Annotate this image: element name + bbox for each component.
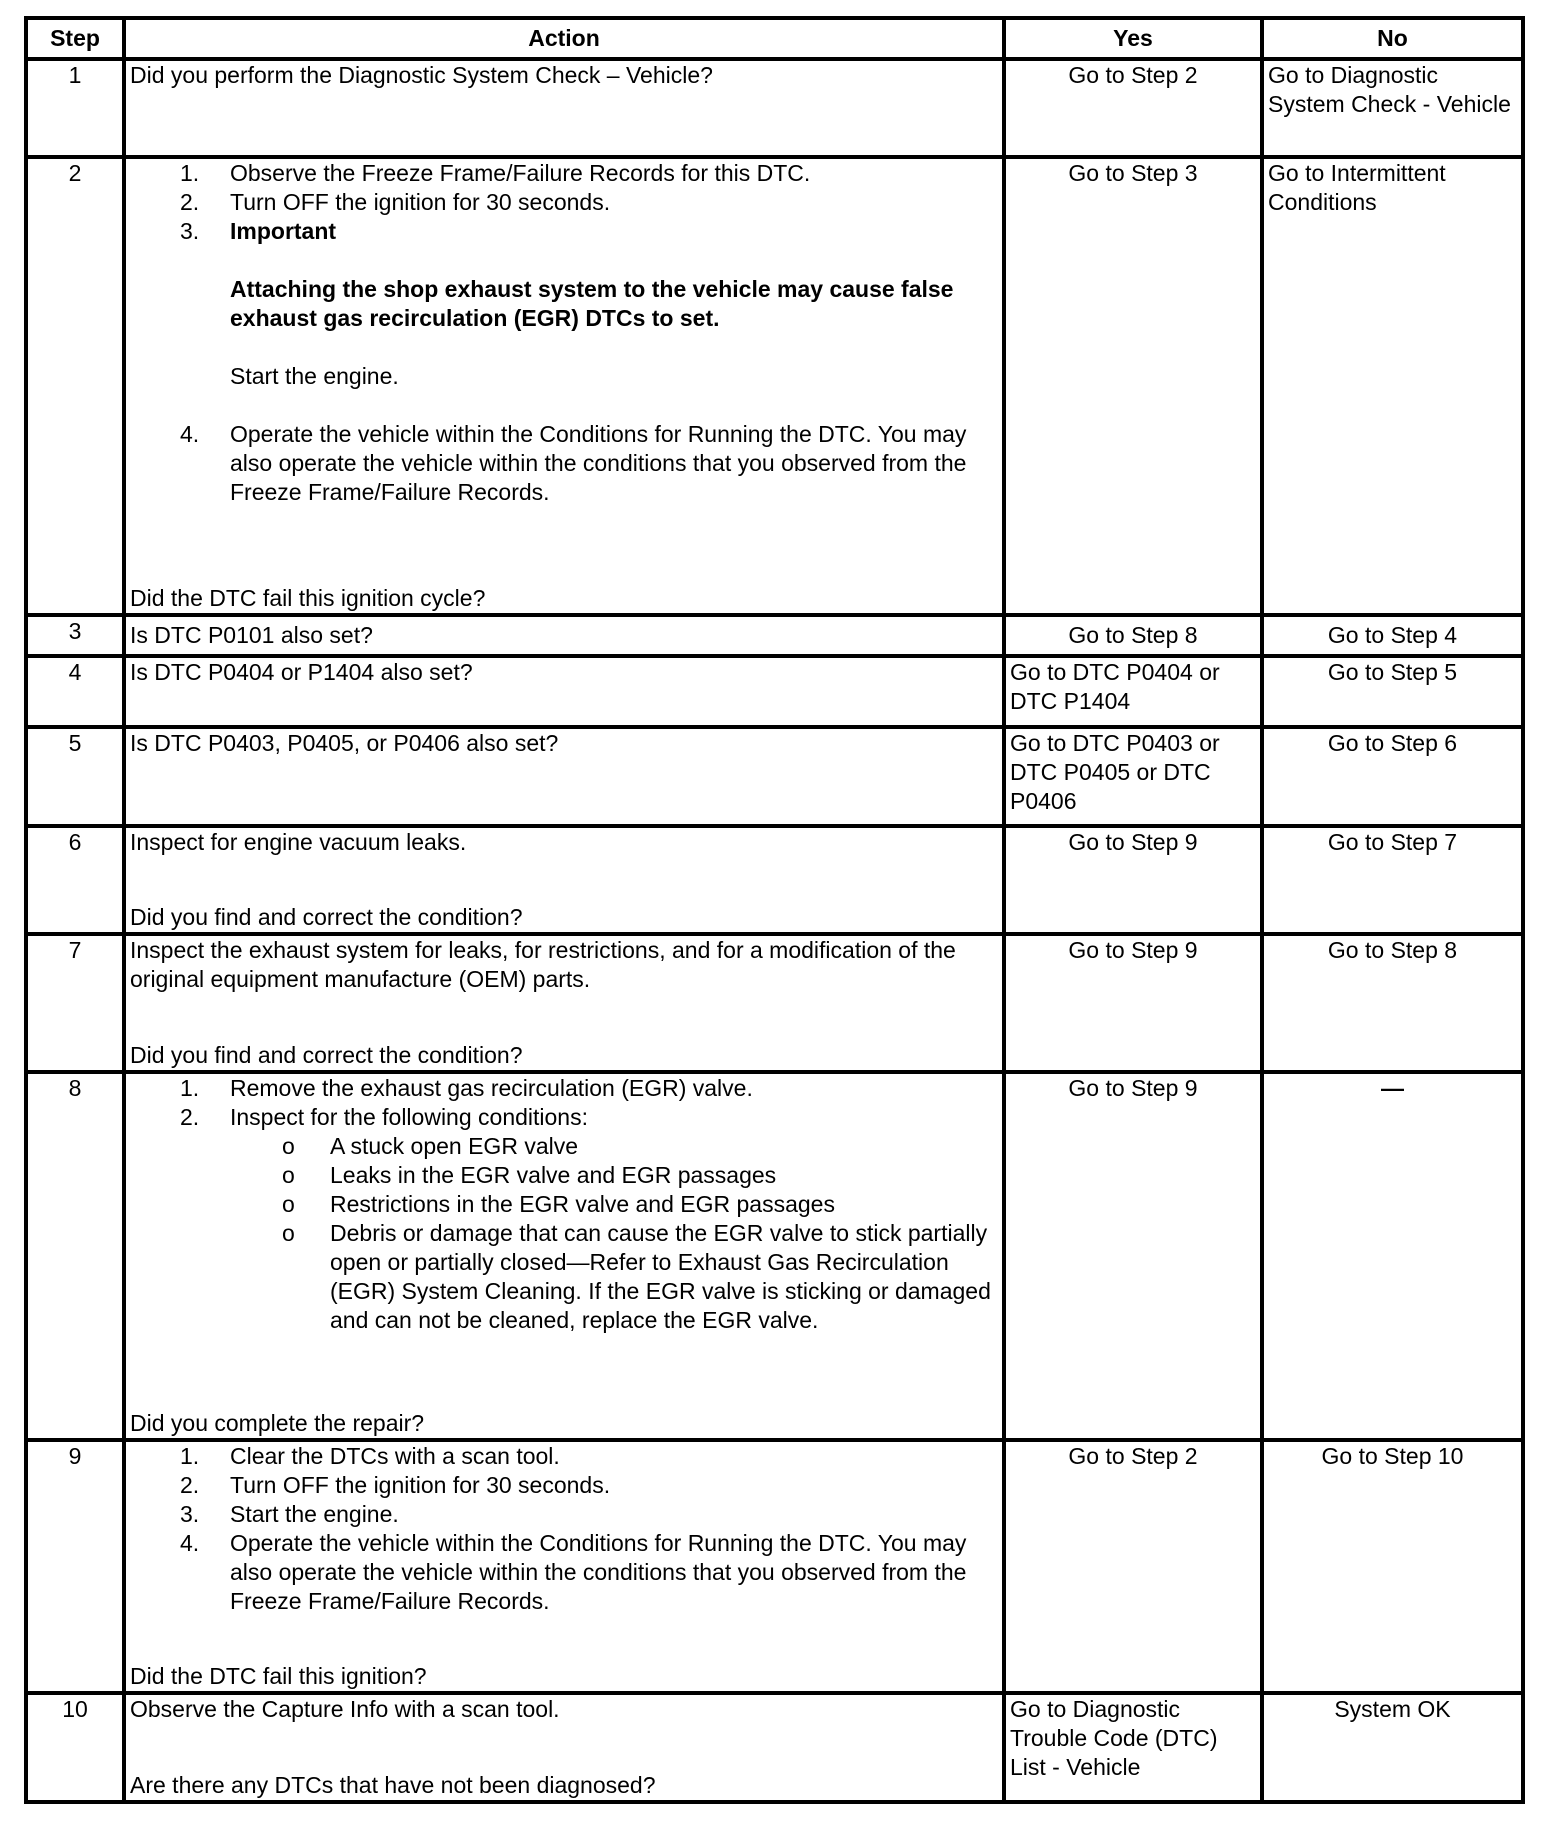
action-question: Are there any DTCs that have not been diagnosed? [130, 1772, 656, 1798]
action-cell [124, 934, 1004, 1071]
step-number: 3 [26, 615, 124, 656]
step-number: 6 [26, 826, 124, 934]
bullet-item: o A stuck open EGR valve [330, 1132, 998, 1161]
list-item: 4. Operate the vehicle within the Conditions for Running the DTC. You may also operate the vehicle within the conditions that you observed from the Freeze Frame/Failure Records. [180, 1530, 967, 1615]
important-note: Attaching the shop exhaust system to the vehicle may cause false exhaust gas recirculation (EGR) DTCs to set. [230, 276, 954, 332]
step-number: 4 [26, 656, 124, 727]
list-item: 2. Turn OFF the ignition for 30 seconds. [180, 1472, 611, 1499]
table-row [26, 934, 1523, 1071]
no-cell: Go to Step 5 [1262, 656, 1523, 727]
table-row [26, 826, 1523, 934]
step-number: 2 [26, 157, 124, 615]
header-row [26, 18, 1523, 59]
step-number: 8 [26, 1072, 124, 1441]
no-cell: Go to Step 8 [1262, 934, 1523, 1071]
action-question: Did you find and correct the condition? [130, 1041, 523, 1068]
table-row [26, 59, 1523, 157]
header-action: Action [124, 18, 1004, 59]
bullet-item: o Debris or damage that can cause the EGR valve to stick partially open or partially closed—Refer to Exhaust Gas Recirculation (EGR) System Cleaning. If the EGR valve is sticking or damaged and can not be cleaned, replace the EGR valve. [330, 1219, 998, 1335]
no-cell: Go to Step 10 [1262, 1440, 1523, 1693]
table-row [26, 727, 1523, 826]
action-cell [124, 59, 1004, 157]
no-cell: Go to Diagnostic System Check - Vehicle [1262, 59, 1523, 157]
yes-cell: Go to Step 2 [1004, 1440, 1262, 1693]
header-yes: Yes [1004, 18, 1262, 59]
action-question: Did you perform the Diagnostic System Check – Vehicle? [130, 62, 713, 89]
bullet-item: o Restrictions in the EGR valve and EGR passages [330, 1190, 998, 1219]
important-title: Important [230, 218, 337, 245]
yes-cell: Go to Step 9 [1004, 1072, 1262, 1441]
action-question: Did you find and correct the condition? [130, 904, 523, 931]
step-number: 10 [26, 1693, 124, 1802]
step-number: 7 [26, 934, 124, 1071]
yes-cell: Go to Step 9 [1004, 934, 1262, 1071]
action-text: Inspect the exhaust system for leaks, for restrictions, and for a modification of the original equipment manufacture (OEM) parts. [130, 937, 956, 993]
no-cell: — [1262, 1072, 1523, 1441]
procedure-list [130, 1442, 998, 1616]
list-item: 1. Observe the Freeze Frame/Failure Records for this DTC. [180, 160, 811, 187]
step-number: 1 [26, 59, 124, 157]
action-cell [124, 615, 1004, 656]
list-item: 2. Inspect for the following conditions: o A stuck open EGR valve o Leaks in the EGR valve and EGR passages o Restrictions in the EGR valve and EGR passages o Debris or damage that can cause the EGR valve to stick partially open or partially closed—Refer to Exhaust Gas Recirculation (EGR) System Cleaning. If the EGR valve is sticking or damaged and can not be cleaned, replace the EGR valve. [230, 1103, 998, 1335]
action-question: Did the DTC fail this ignition cycle? [130, 585, 486, 611]
list-item: 1. Clear the DTCs with a scan tool. [180, 1443, 560, 1470]
list-item: 2. Turn OFF the ignition for 30 seconds. [180, 189, 611, 216]
important-after: Start the engine. [230, 363, 399, 390]
action-question: Did the DTC fail this ignition? [130, 1662, 427, 1689]
step-number: 5 [26, 727, 124, 826]
table-row [26, 157, 1523, 615]
yes-cell: Go to Diagnostic Trouble Code (DTC) List - Vehicle [1004, 1693, 1262, 1802]
list-item: 1. Remove the exhaust gas recirculation (EGR) valve. [180, 1074, 753, 1101]
diagnostic-table [24, 16, 1525, 1804]
list-item: 3. Important Attaching the shop exhaust system to the vehicle may cause false exhaust gas recirculation (EGR) DTCs to set. Start the engine. [230, 217, 998, 420]
action-cell [124, 1072, 1004, 1441]
table-row [26, 1072, 1523, 1441]
header-step: Step [26, 18, 124, 59]
table-row [26, 656, 1523, 727]
no-cell: Go to Step 6 [1262, 727, 1523, 826]
list-item: 4. Operate the vehicle within the Conditions for Running the DTC. You may also operate the vehicle within the conditions that you observed from the Freeze Frame/Failure Records. [180, 421, 967, 506]
no-cell: Go to Step 7 [1262, 826, 1523, 934]
action-question: Is DTC P0404 or P1404 also set? [130, 659, 473, 686]
action-text: Inspect for engine vacuum leaks. [130, 829, 467, 856]
yes-cell: Go to Step 3 [1004, 157, 1262, 615]
action-cell [124, 826, 1004, 934]
yes-cell: Go to Step 9 [1004, 826, 1262, 934]
table-row [26, 1440, 1523, 1693]
yes-cell: Go to DTC P0403 or DTC P0405 or DTC P0406 [1004, 727, 1262, 826]
procedure-list [130, 159, 998, 507]
yes-cell: Go to Step 2 [1004, 59, 1262, 157]
action-text: Observe the Capture Info with a scan tool. [130, 1695, 560, 1722]
action-question: Is DTC P0101 also set? [130, 622, 373, 649]
condition-list [230, 1132, 998, 1335]
action-cell [124, 1693, 1004, 1802]
action-question: Is DTC P0403, P0405, or P0406 also set? [130, 730, 559, 757]
list-item: 3. Start the engine. [180, 1501, 399, 1528]
table-row [26, 615, 1523, 656]
step-number: 9 [26, 1440, 124, 1693]
no-cell: System OK [1262, 1693, 1523, 1802]
action-cell [124, 1440, 1004, 1693]
header-no: No [1262, 18, 1523, 59]
no-cell: Go to Step 4 [1262, 615, 1523, 656]
procedure-list [130, 1074, 998, 1335]
yes-cell: Go to DTC P0404 or DTC P1404 [1004, 656, 1262, 727]
no-cell: Go to Intermittent Conditions [1262, 157, 1523, 615]
action-cell [124, 656, 1004, 727]
action-question: Did you complete the repair? [130, 1410, 425, 1437]
table-row [26, 1693, 1523, 1802]
action-cell [124, 727, 1004, 826]
bullet-item: o Leaks in the EGR valve and EGR passages [330, 1161, 998, 1190]
action-cell [124, 157, 1004, 615]
yes-cell: Go to Step 8 [1004, 615, 1262, 656]
